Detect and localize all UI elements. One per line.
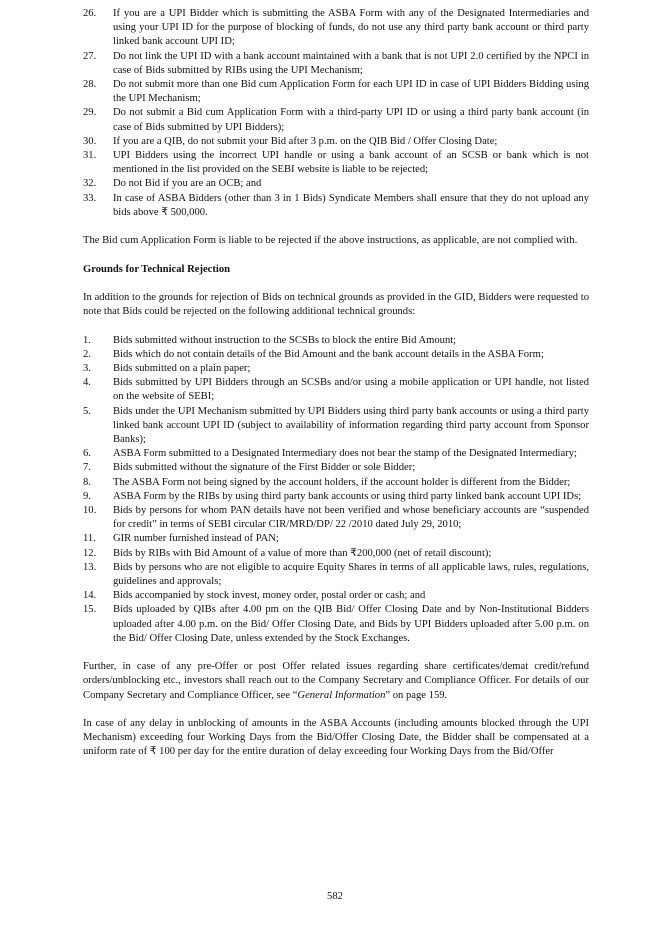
list-item [83,106,589,134]
item-number: 26. [83,8,97,19]
list-item [83,603,589,646]
item-text: ASBA Form submitted to a Designated Intermediary does not bear the stamp of the Designated Intermediary; [113,448,577,460]
item-text: UPI Bidders using the incorrect UPI handle or using a bank account of an SCSB or bank which is not mentioned in the list provided on the SEBI website is liable to be rejected; [113,150,589,176]
document-page [83,7,589,760]
item-number: 29. [83,107,97,119]
item-number: 7. [83,462,91,474]
list-item [83,476,589,490]
list-item [83,362,589,376]
item-text: Bids submitted without instruction to the SCSBs to block the entire Bid Amount; [113,334,457,346]
item-text: Bids submitted without the signature of the First Bidder or sole Bidder; [113,462,416,474]
item-text: Do not submit a Bid cum Application Form with a third-party UPI ID or using a third party bank account (in case of Bids submitted by UPI Bidders); [113,107,589,133]
general-information-reference: General Information [297,689,386,701]
list-item [83,7,589,50]
list-item [83,461,589,475]
list-item [83,348,589,362]
list-item [83,192,589,220]
item-text: Bids accompanied by stock invest, money order, postal order or cash; and [113,590,426,602]
list-item [83,149,589,177]
item-number: 33. [83,192,97,204]
item-text: Do not link the UPI ID with a bank account maintained with a bank that is not UPI 2.0 certified by the NPCI in case of Bids submitted by RIBs using the UPI Mechanism; [113,50,589,76]
item-text: GIR number furnished instead of PAN; [113,533,279,545]
rejection-paragraph: The Bid cum Application Form is liable to be rejected if the above instructions, as applicable, are not complied with. [83,235,578,247]
page-number: 582 [327,891,343,902]
delay-paragraph: In case of any delay in unblocking of amounts in the ASBA Accounts (including amounts blocked through the UPI Mechanism) exceeding four Working Days from the Bid/Offer Closing Date, the Bidder shall be compensated at a uniform rate of ₹ 100 per day for the entire duration of delay exceeding four Working Days from the Bid/Offer [83,718,589,758]
section-heading: Grounds for Technical Rejection [83,263,231,275]
technical-grounds-list [83,334,589,646]
item-number: 5. [83,405,91,417]
further-paragraph [83,660,589,703]
item-number: 27. [83,50,97,62]
instructions-list [83,7,589,220]
list-item [83,447,589,461]
item-text: Bids by RIBs with Bid Amount of a value of more than ₹200,000 (net of retail discount); [113,547,492,559]
item-number: 3. [83,363,91,375]
list-item [83,532,589,546]
further-text-end: ” on page 159. [385,689,448,701]
list-item [83,376,589,404]
item-number: 4. [83,377,91,389]
item-number: 2. [83,348,91,360]
item-text: Bids uploaded by QIBs after 4.00 pm on the QIB Bid/ Offer Closing Date and by Non-Institutional Bidders uploaded after 4.00 p.m. on the Bid/ Offer Closing Date, and Bids by UPI Bidders uploaded after 5.00 p.m. on the Bid/ Offer Closing Date, unless extended by the Stock Exchanges. [113,604,589,644]
item-number: 1. [83,334,91,346]
item-number: 30. [83,135,97,147]
item-number: 28. [83,79,97,91]
item-number: 10. [83,505,97,517]
item-number: 11. [83,533,96,545]
item-text: In case of ASBA Bidders (other than 3 in 1 Bids) Syndicate Members shall ensure that they do not upload any bids above ₹ 500,000. [113,192,589,218]
item-text: If you are a UPI Bidder which is submitting the ASBA Form with any of the Designated Intermediaries and using your UPI ID for the purpose of blocking of funds, do not use any third party bank account or third party linked bank account UPI ID; [113,8,589,48]
item-text: ASBA Form by the RIBs by using third party bank accounts or using third party linked bank account UPI IDs; [113,490,582,502]
item-number: 8. [83,476,91,488]
intro-paragraph: In addition to the grounds for rejection of Bids on technical grounds as provided in the GID, Bidders were requested to note that Bids could be rejected on the following additional technical grounds: [83,292,589,318]
item-text: Bids by persons who are not eligible to acquire Equity Shares in terms of all applicable laws, rules, regulations, guidelines and approvals; [113,561,589,588]
item-text: Do not submit more than one Bid cum Application Form for each UPI ID in case of UPI Bidders Bidding using the UPI Mechanism; [113,79,589,105]
item-number: 12. [83,547,97,559]
item-text: Bids submitted on a plain paper; [113,363,251,375]
list-item [83,50,589,78]
list-item [83,78,589,106]
item-number: 31. [83,150,97,162]
list-item [83,547,589,561]
item-text: Do not Bid if you are an OCB; and [113,178,262,190]
item-text: If you are a QIB, do not submit your Bid after 3 p.m. on the QIB Bid / Offer Closing Date; [113,135,498,147]
list-item [83,177,589,191]
item-number: 15. [83,604,97,616]
further-text: Further, in case of any pre-Offer or post Offer related issues regarding share certificates/demat credit/refund orders/unblocking etc., investors shall reach out to the Company Secretary and Compliance Officer. For details of our Company Secretary and Compliance Officer, see “ [83,661,589,701]
list-item [83,589,589,603]
item-number: 32. [83,178,97,190]
list-item [83,561,589,589]
item-text: The ASBA Form not being signed by the account holders, if the account holder is different from the Bidder; [113,476,571,488]
item-number: 13. [83,561,97,573]
item-number: 6. [83,448,91,460]
item-number: 9. [83,490,91,502]
item-text: Bids under the UPI Mechanism submitted by UPI Bidders using third party bank accounts or using a third party linked bank account UPI ID (subject to availability of information regarding third party account from Sponsor Banks); [113,405,589,446]
list-item [83,490,589,504]
list-item [83,135,589,149]
list-item [83,334,589,348]
item-number: 14. [83,590,97,602]
list-item [83,405,589,448]
item-text: Bids submitted by UPI Bidders through an SCSBs and/or using a mobile application or UPI handle, not listed on the website of SEBI; [113,377,589,403]
item-text: Bids by persons for whom PAN details have not been verified and whose beneficiary accounts are “suspended for credit” in terms of SEBI circular CIR/MRD/DP/ 22 /2010 dated July 29, 2010; [113,505,589,531]
list-item [83,504,589,532]
item-text: Bids which do not contain details of the Bid Amount and the bank account details in the ASBA Form; [113,348,544,360]
